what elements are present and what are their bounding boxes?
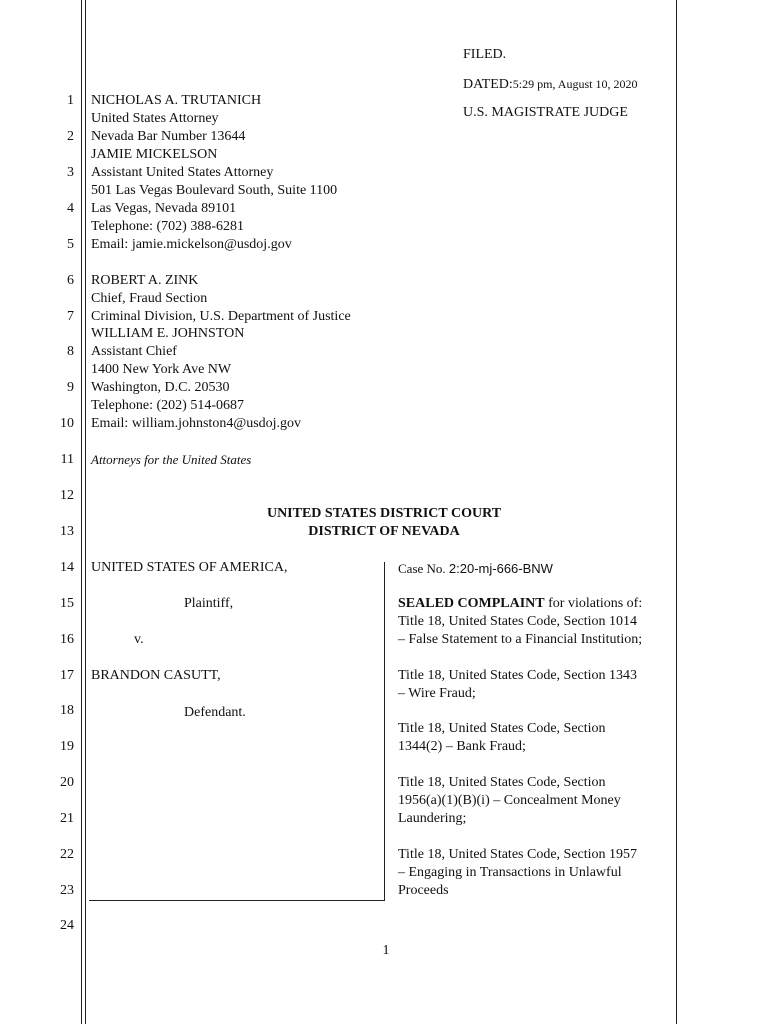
violation-line: – Engaging in Transactions in Unlawful — [398, 865, 622, 880]
court-district: DISTRICT OF NEVADA — [308, 524, 460, 539]
line-number: 5 — [67, 237, 74, 252]
line-number: 16 — [60, 632, 74, 647]
plaintiff-role: Plaintiff, — [184, 596, 234, 611]
counsel-line: Washington, D.C. 20530 — [91, 380, 230, 395]
violation-line: Title 18, United States Code, Section — [398, 775, 606, 790]
line-number: 8 — [67, 344, 74, 359]
right-margin-rule — [676, 0, 677, 1024]
defendant-role: Defendant. — [184, 705, 246, 720]
magistrate-judge-stamp: U.S. MAGISTRATE JUDGE — [463, 105, 628, 120]
line-number: 1 — [67, 93, 74, 108]
violation-line: Laundering; — [398, 811, 467, 826]
line-number: 4 — [67, 201, 74, 216]
attorneys-for-label: Attorneys for the United States — [91, 452, 252, 467]
caption-divider — [384, 562, 385, 901]
line-number: 9 — [67, 380, 74, 395]
line-number: 10 — [60, 416, 74, 431]
counsel-line: Nevada Bar Number 13644 — [91, 129, 246, 144]
defendant-name: BRANDON CASUTT, — [91, 668, 221, 683]
case-number — [398, 561, 553, 577]
line-number: 15 — [60, 596, 74, 611]
filed-stamp: FILED. — [463, 47, 507, 62]
dated-label: DATED: — [463, 77, 513, 92]
counsel-line: United States Attorney — [91, 111, 219, 126]
caption-bottom-rule — [89, 900, 385, 901]
counsel-line: NICHOLAS A. TRUTANICH — [91, 93, 262, 108]
line-number: 13 — [60, 524, 74, 539]
left-margin-rule-inner — [85, 0, 86, 1024]
line-number: 22 — [60, 847, 74, 862]
counsel-email: Email: william.johnston4@usdoj.gov — [91, 416, 302, 431]
line-number: 7 — [67, 309, 74, 324]
counsel-line: 1400 New York Ave NW — [91, 362, 232, 377]
counsel-line: Telephone: (702) 388-6281 — [91, 219, 244, 234]
page-number: 1 — [382, 943, 390, 958]
counsel-line: WILLIAM E. JOHNSTON — [91, 326, 245, 341]
line-number: 17 — [60, 668, 74, 683]
case-number-label: Case No. — [398, 561, 446, 576]
complaint-title: SEALED COMPLAINT — [398, 596, 545, 611]
line-number: 23 — [60, 883, 74, 898]
line-number: 20 — [60, 775, 74, 790]
dated-stamp — [463, 76, 637, 93]
counsel-line: 501 Las Vegas Boulevard South, Suite 1100 — [91, 183, 338, 198]
complaint-title-suffix: for violations of: — [544, 596, 643, 611]
versus: v. — [134, 632, 144, 647]
line-number: 24 — [60, 918, 74, 933]
line-number: 18 — [60, 703, 74, 718]
left-margin-rule-outer — [81, 0, 82, 1024]
counsel-line: Chief, Fraud Section — [91, 291, 208, 306]
complaint-heading — [398, 596, 642, 612]
counsel-line: Assistant United States Attorney — [91, 165, 274, 180]
line-number: 21 — [60, 811, 74, 826]
line-number: 11 — [60, 452, 74, 467]
counsel-line: JAMIE MICKELSON — [91, 147, 218, 162]
line-number: 6 — [67, 273, 74, 288]
court-name: UNITED STATES DISTRICT COURT — [266, 506, 502, 521]
dated-value: 5:29 pm, August 10, 2020 — [512, 77, 638, 91]
violation-line: Proceeds — [398, 883, 449, 898]
counsel-line: Telephone: (202) 514-0687 — [91, 398, 244, 413]
line-number: 14 — [60, 560, 74, 575]
violation-line: Title 18, United States Code, Section 1014 — [398, 614, 638, 629]
violation-line: Title 18, United States Code, Section 1957 — [398, 847, 638, 862]
violation-line: – Wire Fraud; — [398, 686, 476, 701]
counsel-line: Assistant Chief — [91, 344, 177, 359]
line-number: 2 — [67, 129, 74, 144]
counsel-email: Email: jamie.mickelson@usdoj.gov — [91, 237, 292, 252]
counsel-line: Criminal Division, U.S. Department of Justice — [91, 309, 351, 324]
violation-line: Title 18, United States Code, Section 1343 — [398, 668, 638, 683]
violation-line: 1344(2) – Bank Fraud; — [398, 739, 526, 754]
counsel-line: ROBERT A. ZINK — [91, 273, 199, 288]
line-number: 19 — [60, 739, 74, 754]
violation-line: Title 18, United States Code, Section — [398, 721, 606, 736]
counsel-line: Las Vegas, Nevada 89101 — [91, 201, 237, 216]
case-number-value: 2:20-mj-666-BNW — [448, 561, 553, 576]
line-number: 12 — [60, 488, 74, 503]
plaintiff-name: UNITED STATES OF AMERICA, — [91, 560, 288, 575]
violation-line: 1956(a)(1)(B)(i) – Concealment Money — [398, 793, 621, 808]
violation-line: – False Statement to a Financial Institution; — [398, 632, 643, 647]
line-number: 3 — [67, 165, 74, 180]
